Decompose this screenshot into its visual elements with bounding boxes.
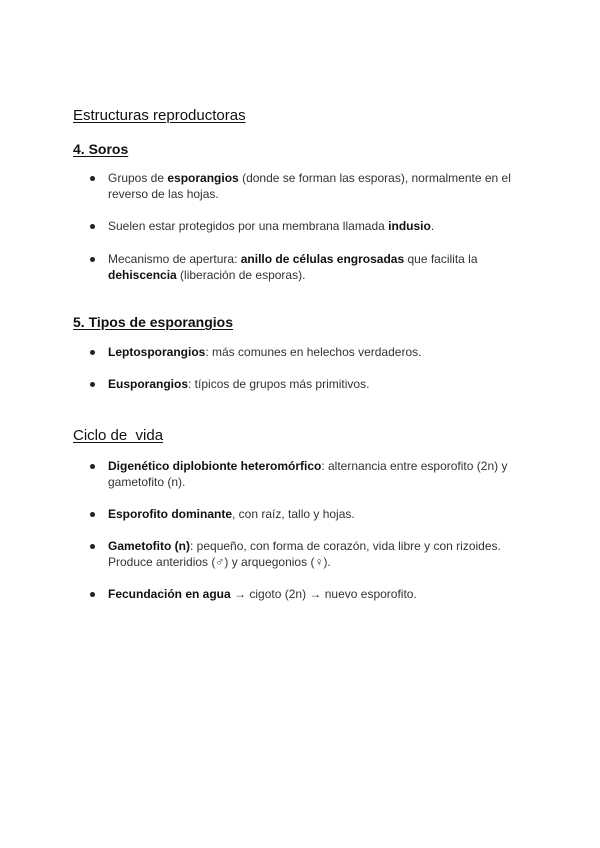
list-item: Digenético diplobionte heteromórfico: alternancia entre esporofito (2n) y gametofito (n).	[108, 458, 528, 490]
list-item: Eusporangios: típicos de grupos más primitivos.	[108, 376, 528, 392]
section-heading-soros: 4. Soros	[73, 141, 129, 157]
bullet-icon	[90, 592, 95, 597]
list-item: Leptosporangios: más comunes en helechos verdaderos.	[108, 344, 528, 360]
bullet-icon	[90, 464, 95, 469]
section-heading-ciclo: Ciclo de vida	[73, 427, 164, 444]
bullet-icon	[90, 257, 95, 262]
bullet-icon	[90, 350, 95, 355]
section-heading-tipos: 5. Tipos de esporangios	[73, 314, 234, 330]
list-item: Fecundación en agua → cigoto (2n) → nuevo esporofito.	[108, 586, 528, 602]
list-item: Suelen estar protegidos por una membrana llamada indusio.	[108, 218, 528, 234]
page-title: Estructuras reproductoras	[73, 107, 246, 124]
bullet-icon	[90, 544, 95, 549]
list-item: Esporofito dominante, con raíz, tallo y hojas.	[108, 506, 528, 522]
bullet-icon	[90, 176, 95, 181]
list-item: Mecanismo de apertura: anillo de células engrosadas que facilita la dehiscencia (liberación de esporas).	[108, 251, 528, 283]
bullet-icon	[90, 224, 95, 229]
list-item: Grupos de esporangios (donde se forman las esporas), normalmente en el reverso de las hojas.	[108, 170, 528, 202]
list-item: Gametofito (n): pequeño, con forma de corazón, vida libre y con rizoides. Produce anteridios (♂) y arquegonios (♀).	[108, 538, 528, 570]
bullet-icon	[90, 512, 95, 517]
bullet-icon	[90, 382, 95, 387]
